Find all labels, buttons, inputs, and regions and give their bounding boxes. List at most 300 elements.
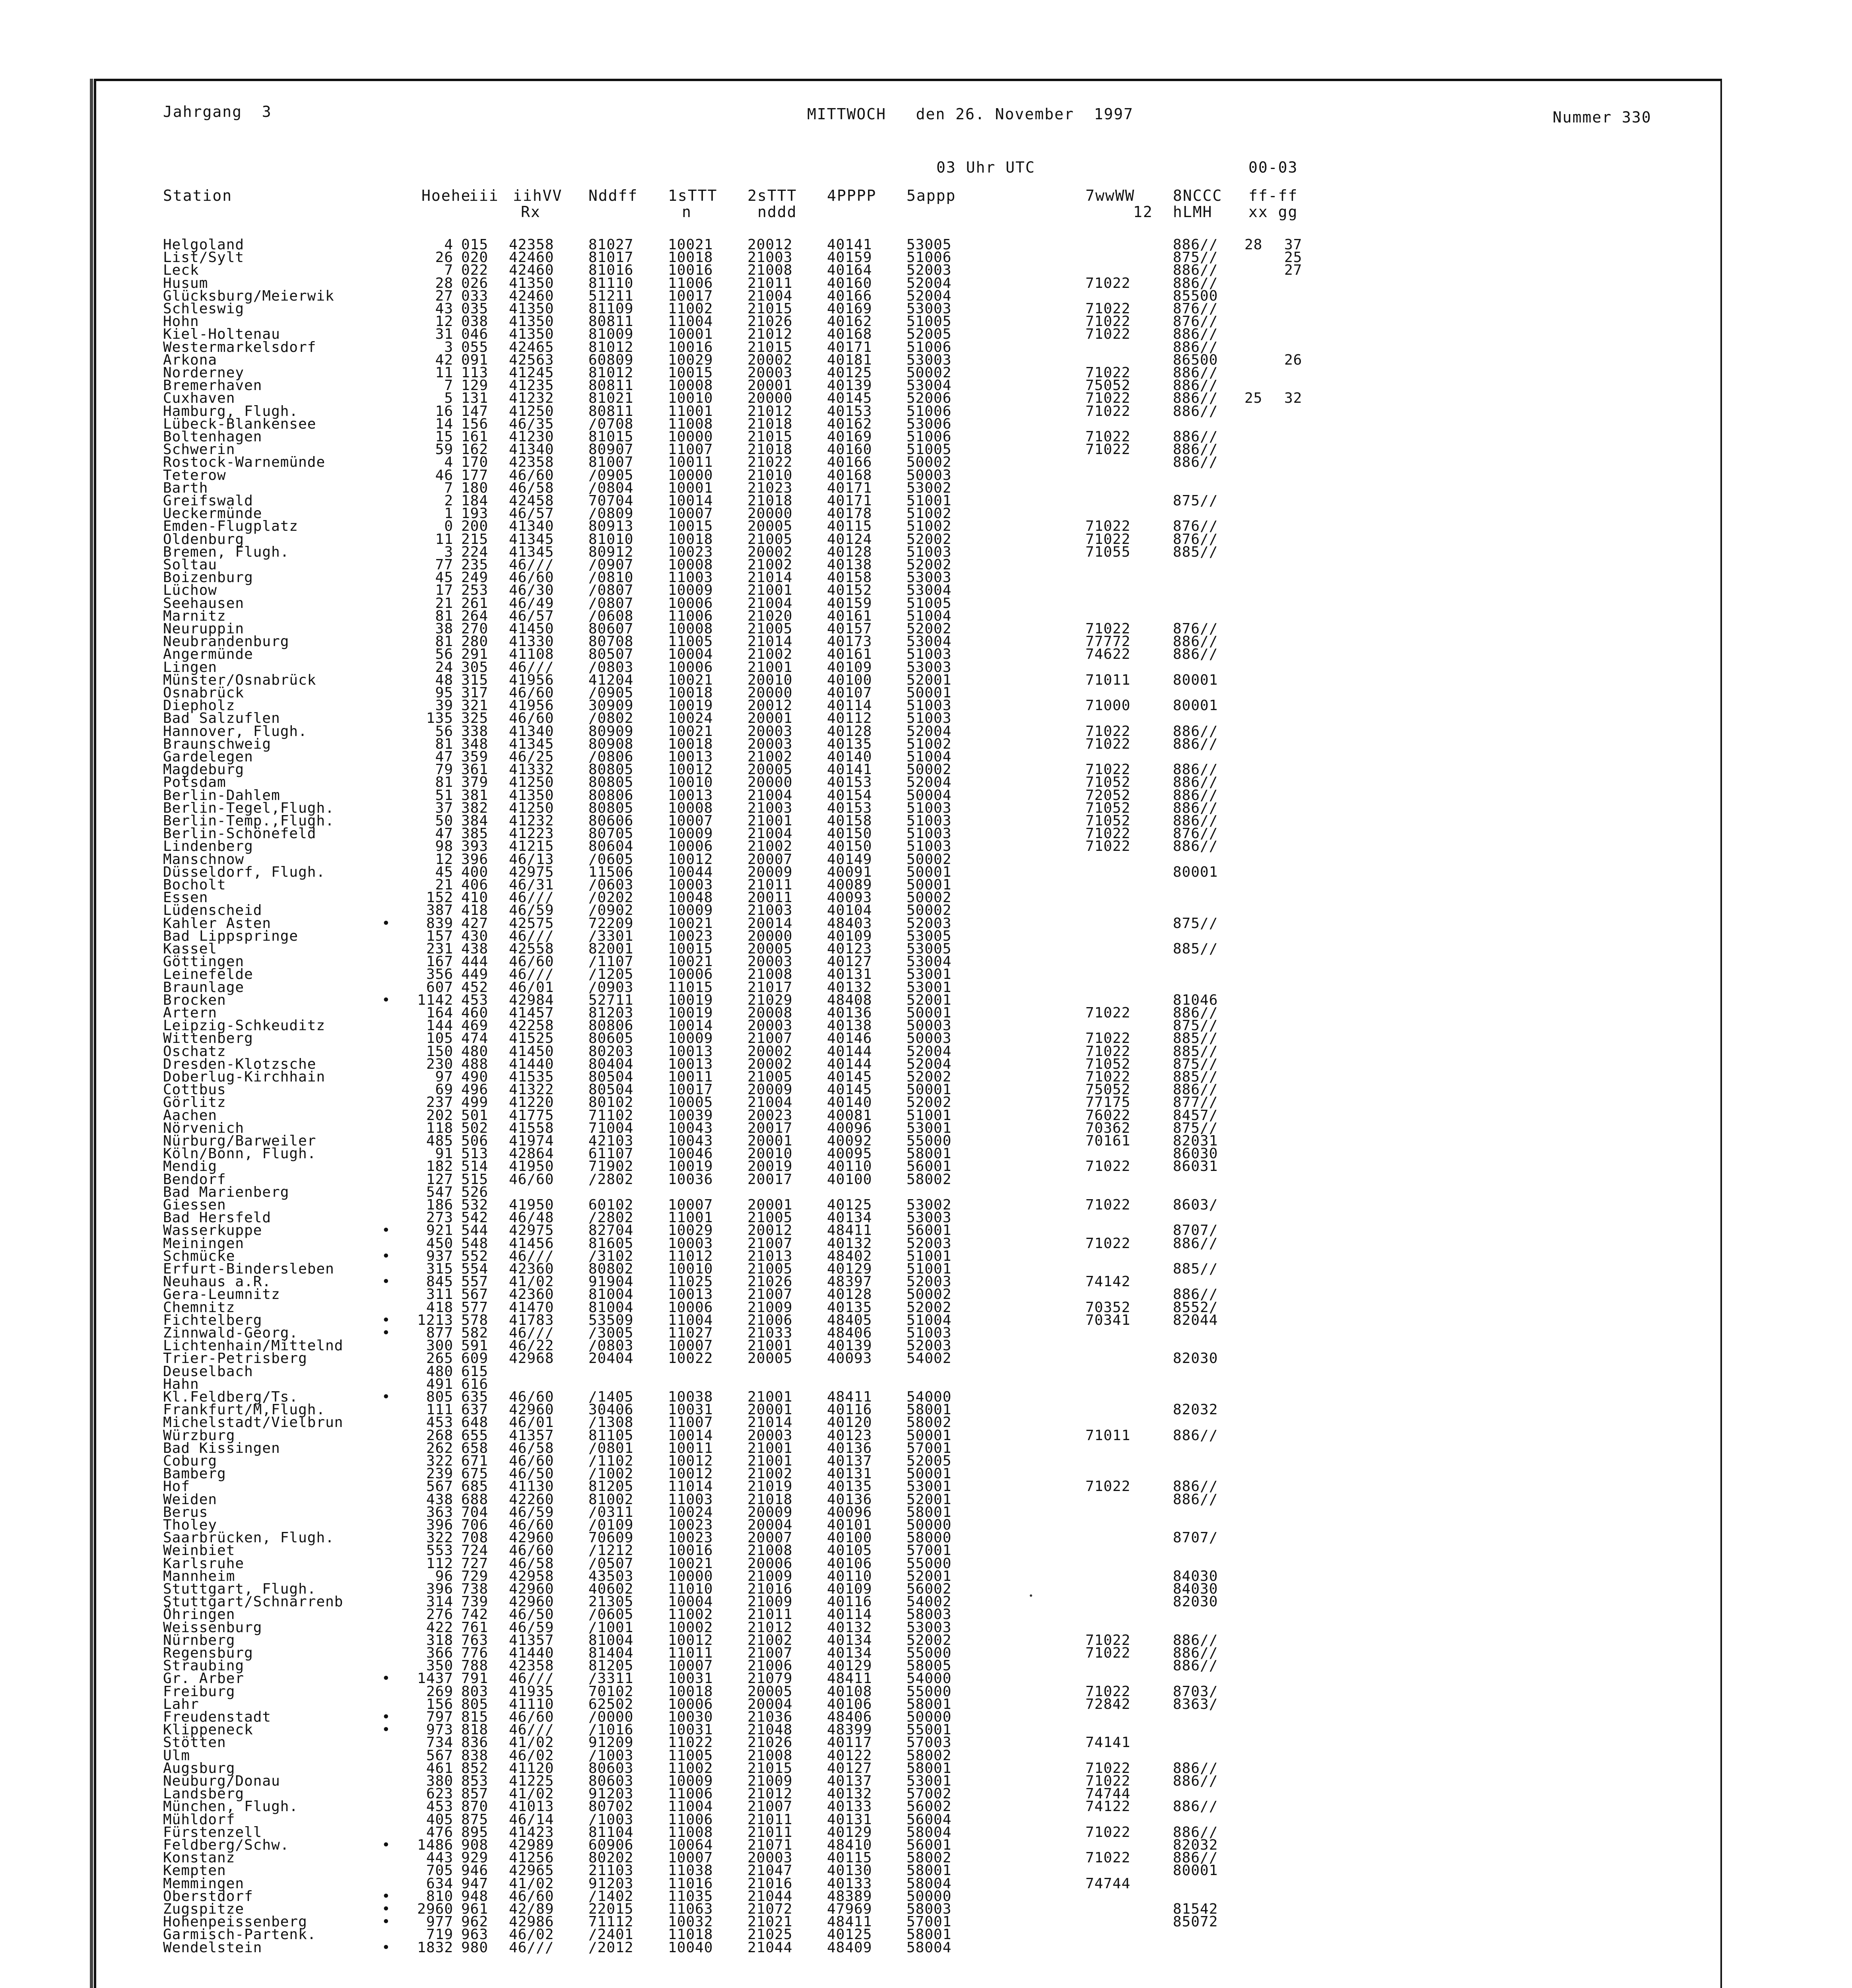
station-name: Görlitz <box>163 1094 226 1111</box>
pppp-cell: 40171 <box>827 493 872 509</box>
nccc-cell: 886// <box>1173 441 1218 458</box>
sttt1-cell: 10048 <box>668 889 713 906</box>
sttt2-cell: 21022 <box>747 454 793 471</box>
nccc-cell: 886// <box>1173 365 1218 381</box>
iihvv-cell: 46/58 <box>509 1555 554 1572</box>
iii-cell: 384 <box>461 813 489 829</box>
station-name: Saarbrücken, Flugh. <box>163 1530 334 1546</box>
appp-cell: 54002 <box>907 1350 952 1367</box>
utc-time: 03 Uhr UTC <box>936 159 1035 176</box>
iii-cell: 724 <box>461 1542 489 1559</box>
sttt2-cell: 21004 <box>747 595 793 612</box>
hoehe-cell: 315 <box>426 1261 453 1277</box>
pppp-cell: 40109 <box>827 1581 872 1597</box>
mountain-station-marker: • <box>382 1325 391 1341</box>
station-name: Neuruppin <box>163 621 245 637</box>
nddff-cell: /0905 <box>588 467 634 483</box>
hoehe-cell: 81 <box>435 608 453 624</box>
hoehe-cell: 27 <box>435 287 453 304</box>
nddff-cell: 80702 <box>588 1798 634 1815</box>
iihvv-cell: 41956 <box>509 672 554 688</box>
iihvv-cell: 41950 <box>509 1158 554 1175</box>
iihvv-cell: 41215 <box>509 838 554 855</box>
sttt1-cell: 11004 <box>668 313 713 330</box>
sttt2-cell: 21009 <box>747 1594 793 1610</box>
iihvv-cell: 46/01 <box>509 979 554 996</box>
iii-cell: 460 <box>461 1005 489 1021</box>
wwww-cell: 72052 <box>1085 787 1131 804</box>
station-name: Wittenberg <box>163 1030 253 1047</box>
iihvv-cell: 41525 <box>509 1030 554 1047</box>
sttt1-cell: 10014 <box>668 1427 713 1444</box>
wwww-cell: 76022 <box>1085 1107 1131 1124</box>
nddff-cell: /1205 <box>588 966 634 983</box>
appp-cell: 51006 <box>907 249 952 266</box>
pppp-cell: 48399 <box>827 1722 872 1738</box>
appp-cell: 50001 <box>907 1081 952 1098</box>
nddff-cell: 60102 <box>588 1197 634 1213</box>
nddff-cell: 81004 <box>588 1299 634 1316</box>
sttt1-cell: 10021 <box>668 915 713 932</box>
iihvv-cell: 41956 <box>509 697 554 714</box>
iihvv-cell: 46/// <box>509 928 554 944</box>
sttt2-cell: 21001 <box>747 813 793 829</box>
hoehe-cell: 12 <box>435 313 453 330</box>
iihvv-cell: 46/49 <box>509 595 554 612</box>
appp-cell: 52002 <box>907 1069 952 1085</box>
station-name: Weissenburg <box>163 1619 262 1636</box>
pppp-cell: 48409 <box>827 1939 872 1956</box>
station-name: Meiningen <box>163 1235 245 1252</box>
sttt1-cell: 11035 <box>668 1888 713 1905</box>
appp-cell: 52004 <box>907 1056 952 1072</box>
station-name: Freudenstadt <box>163 1709 272 1725</box>
station-name: Westermarkelsdorf <box>163 339 316 355</box>
wwww-cell: 71022 <box>1085 1850 1131 1866</box>
sttt2-cell: 20003 <box>747 1427 793 1444</box>
sttt1-cell: 10004 <box>668 1594 713 1610</box>
appp-cell: 50002 <box>907 454 952 471</box>
sttt2-cell: 20007 <box>747 851 793 868</box>
station-name: Oschatz <box>163 1043 226 1060</box>
nddff-cell: 20404 <box>588 1350 634 1367</box>
appp-cell: 58004 <box>907 1824 952 1840</box>
iihvv-cell: 41357 <box>509 1427 554 1444</box>
appp-cell: 58003 <box>907 1901 952 1917</box>
wwww-cell: 74122 <box>1085 1798 1131 1815</box>
sttt1-cell: 10043 <box>668 1120 713 1136</box>
wwww-cell: 75052 <box>1085 1081 1131 1098</box>
nddff-cell: 81109 <box>588 301 634 317</box>
iii-cell: 815 <box>461 1709 489 1725</box>
sttt1-cell: 10010 <box>668 774 713 791</box>
iii-cell: 385 <box>461 825 489 842</box>
pppp-cell: 48389 <box>827 1888 872 1905</box>
appp-cell: 58002 <box>907 1747 952 1764</box>
iihvv-cell: 41440 <box>509 1056 554 1072</box>
nddff-cell: 80705 <box>588 825 634 842</box>
wwww-cell: 71022 <box>1085 1158 1131 1175</box>
iihvv-cell: 46/// <box>509 1670 554 1687</box>
iihvv-cell: 42975 <box>509 1222 554 1239</box>
sttt2-cell: 20003 <box>747 723 793 740</box>
hoehe-cell: 845 <box>426 1274 453 1290</box>
sttt2-cell: 20009 <box>747 1081 793 1098</box>
sttt2-cell: 21018 <box>747 441 793 458</box>
nddff-cell: 80806 <box>588 1017 634 1034</box>
pppp-cell: 40139 <box>827 1338 872 1354</box>
iihvv-cell: 42975 <box>509 864 554 880</box>
nddff-cell: 62502 <box>588 1696 634 1712</box>
sttt1-cell: 10017 <box>668 287 713 304</box>
station-name: Trier-Petrisberg <box>163 1350 307 1367</box>
nccc-cell: 80001 <box>1173 1862 1218 1879</box>
sttt2-cell: 21013 <box>747 1248 793 1264</box>
scan-speck <box>1030 1594 1032 1597</box>
station-name: Lüdenscheid <box>163 902 262 919</box>
station-name: Bad Hersfeld <box>163 1209 272 1226</box>
iihvv-cell: 46/31 <box>509 877 554 893</box>
mountain-station-marker: • <box>382 1670 391 1687</box>
nccc-cell: 86031 <box>1173 1158 1218 1175</box>
sttt1-cell: 10012 <box>668 761 713 778</box>
nccc-cell: 885// <box>1173 1030 1218 1047</box>
pppp-cell: 40105 <box>827 1542 872 1559</box>
ff-xx-cell: 28 <box>1244 237 1263 253</box>
appp-cell: 56001 <box>907 1158 952 1175</box>
sttt1-cell: 11015 <box>668 979 713 996</box>
pppp-cell: 40139 <box>827 377 872 394</box>
pppp-cell: 40096 <box>827 1504 872 1520</box>
pppp-cell: 40122 <box>827 1747 872 1764</box>
hoehe-cell: 230 <box>426 1056 453 1072</box>
nddff-cell: 71004 <box>588 1120 634 1136</box>
iihvv-cell: 42563 <box>509 351 554 368</box>
sttt2-cell: 20001 <box>747 710 793 727</box>
iii-cell: 895 <box>461 1824 489 1840</box>
mountain-station-marker: • <box>382 1389 391 1405</box>
sttt1-cell: 10006 <box>668 1299 713 1316</box>
hoehe-cell: 438 <box>426 1491 453 1508</box>
iihvv-cell: 42465 <box>509 339 554 355</box>
sttt2-cell: 21005 <box>747 621 793 637</box>
sttt2-cell: 21001 <box>747 1440 793 1456</box>
nddff-cell: 80908 <box>588 736 634 752</box>
nddff-cell: 81203 <box>588 1005 634 1021</box>
col-ffff: ff-ff <box>1248 187 1298 204</box>
appp-cell: 54000 <box>907 1670 952 1687</box>
station-name: Gr. Arber <box>163 1670 245 1687</box>
sttt1-cell: 10006 <box>668 1696 713 1712</box>
iihvv-cell: 41457 <box>509 1005 554 1021</box>
sttt1-cell: 10023 <box>668 1530 713 1546</box>
pppp-cell: 40124 <box>827 531 872 547</box>
sttt1-cell: 10021 <box>668 672 713 688</box>
nddff-cell: 81004 <box>588 1286 634 1303</box>
hoehe-cell: 977 <box>426 1914 453 1930</box>
nddff-cell: 80507 <box>588 646 634 663</box>
pppp-cell: 40132 <box>827 979 872 996</box>
sttt1-cell: 10006 <box>668 595 713 612</box>
sttt2-cell: 20001 <box>747 1133 793 1149</box>
iii-cell: 410 <box>461 889 489 906</box>
iii-cell: 567 <box>461 1286 489 1303</box>
hoehe-cell: 11 <box>435 365 453 381</box>
wwww-cell: 71022 <box>1085 1478 1131 1495</box>
appp-cell: 52005 <box>907 1453 952 1469</box>
hoehe-cell: 1437 <box>417 1670 453 1687</box>
wwww-cell: 74622 <box>1085 646 1131 663</box>
station-name: Braunschweig <box>163 736 272 752</box>
station-name: Nürnberg <box>163 1632 235 1648</box>
sttt2-cell: 21011 <box>747 275 793 291</box>
appp-cell: 51004 <box>907 608 952 624</box>
wwww-cell: 71052 <box>1085 1056 1131 1072</box>
pppp-cell: 40136 <box>827 1491 872 1508</box>
nccc-cell: 84030 <box>1173 1568 1218 1584</box>
station-name: Artern <box>163 1005 217 1021</box>
nddff-cell: /1002 <box>588 1466 634 1482</box>
appp-cell: 50001 <box>907 685 952 701</box>
pppp-cell: 48408 <box>827 992 872 1008</box>
nccc-cell: 82032 <box>1173 1837 1218 1853</box>
nddff-cell: 80603 <box>588 1773 634 1789</box>
wwww-cell: 71022 <box>1085 403 1131 419</box>
sttt1-cell: 10038 <box>668 1389 713 1405</box>
nddff-cell: 81021 <box>588 390 634 407</box>
sttt1-cell: 10003 <box>668 877 713 893</box>
station-name: Augsburg <box>163 1760 235 1776</box>
hoehe-cell: 262 <box>426 1440 453 1456</box>
nddff-cell: 71902 <box>588 1158 634 1175</box>
appp-cell: 57001 <box>907 1440 952 1456</box>
station-name: Mühldorf <box>163 1811 235 1828</box>
pppp-cell: 40158 <box>827 569 872 586</box>
mountain-station-marker: • <box>382 1901 391 1917</box>
pppp-cell: 40107 <box>827 685 872 701</box>
iihvv-cell: 41230 <box>509 429 554 445</box>
sttt2-cell: 21004 <box>747 825 793 842</box>
table-row <box>0 1941 1352 1954</box>
sttt1-cell: 11007 <box>668 1414 713 1431</box>
sttt1-cell: 11010 <box>668 1581 713 1597</box>
station-name: Michelstadt/Vielbrun <box>163 1414 344 1431</box>
pppp-cell: 40127 <box>827 1760 872 1776</box>
nccc-cell: 81046 <box>1173 992 1218 1008</box>
pppp-cell: 48411 <box>827 1389 872 1405</box>
iihvv-cell: 41340 <box>509 723 554 740</box>
hoehe-cell: 98 <box>435 838 453 855</box>
pppp-cell: 40160 <box>827 441 872 458</box>
nddff-cell: 81012 <box>588 339 634 355</box>
sttt1-cell: 10018 <box>668 736 713 752</box>
iihvv-cell: 46/59 <box>509 902 554 919</box>
iii-cell: 348 <box>461 736 489 752</box>
nccc-cell: 886// <box>1173 275 1218 291</box>
station-name: Öhringen <box>163 1606 235 1623</box>
nddff-cell: 80802 <box>588 1261 634 1277</box>
hoehe-cell: 363 <box>426 1504 453 1520</box>
sttt1-cell: 10022 <box>668 1350 713 1367</box>
iii-cell: 685 <box>461 1478 489 1495</box>
sttt2-cell: 20005 <box>747 941 793 957</box>
nddff-cell: 41204 <box>588 672 634 688</box>
iii-cell: 055 <box>461 339 489 355</box>
pppp-cell: 40110 <box>827 1158 872 1175</box>
pppp-cell: 40109 <box>827 659 872 676</box>
iihvv-cell: 41535 <box>509 1069 554 1085</box>
station-name: Bamberg <box>163 1466 226 1482</box>
appp-cell: 52004 <box>907 1043 952 1060</box>
sttt2-cell: 21007 <box>747 1645 793 1661</box>
station-name: Rostock-Warnemünde <box>163 454 326 471</box>
hoehe-cell: 31 <box>435 326 453 343</box>
sttt1-cell: 10002 <box>668 1619 713 1636</box>
sttt1-cell: 10008 <box>668 557 713 573</box>
iihvv-cell: 46/// <box>509 966 554 983</box>
nccc-cell: 8707/ <box>1173 1222 1218 1239</box>
sttt2-cell: 21018 <box>747 1491 793 1508</box>
sttt1-cell: 10000 <box>668 1568 713 1584</box>
sttt1-cell: 10012 <box>668 1466 713 1482</box>
iihvv-cell: 41450 <box>509 1043 554 1060</box>
nddff-cell: /0202 <box>588 889 634 906</box>
hoehe-cell: 356 <box>426 966 453 983</box>
sttt1-cell: 10011 <box>668 1440 713 1456</box>
station-name: Lahr <box>163 1696 199 1712</box>
iii-cell: 852 <box>461 1760 489 1776</box>
pppp-cell: 40096 <box>827 1120 872 1136</box>
pppp-cell: 40100 <box>827 1171 872 1188</box>
hoehe-cell: 21 <box>435 877 453 893</box>
nccc-cell: 876// <box>1173 825 1218 842</box>
nccc-cell: 886// <box>1173 1850 1218 1866</box>
iihvv-cell: 41450 <box>509 621 554 637</box>
nddff-cell: 51211 <box>588 287 634 304</box>
nddff-cell: /3005 <box>588 1325 634 1341</box>
station-name: Leck <box>163 262 199 279</box>
pppp-cell: 40129 <box>827 1658 872 1674</box>
nccc-cell: 8552/ <box>1173 1299 1218 1316</box>
hoehe-cell: 96 <box>435 1568 453 1584</box>
station-name: Nürburg/Barweiler <box>163 1133 316 1149</box>
hoehe-cell: 45 <box>435 864 453 880</box>
hoehe-cell: 56 <box>435 723 453 740</box>
wwww-cell: 77175 <box>1085 1094 1131 1111</box>
nddff-cell: /0804 <box>588 480 634 496</box>
sttt2-cell: 21002 <box>747 557 793 573</box>
nccc-cell: 86030 <box>1173 1145 1218 1162</box>
sttt2-cell: 21008 <box>747 262 793 279</box>
nccc-cell: 877// <box>1173 1094 1218 1111</box>
iihvv-cell: 46/59 <box>509 1504 554 1520</box>
nccc-cell: 886// <box>1173 736 1218 752</box>
iii-cell: 591 <box>461 1338 489 1354</box>
iii-cell: 469 <box>461 1017 489 1034</box>
wwww-cell: 71022 <box>1085 1824 1131 1840</box>
iii-cell: 215 <box>461 531 489 547</box>
pppp-cell: 40134 <box>827 1209 872 1226</box>
nddff-cell: 91904 <box>588 1274 634 1290</box>
col-5appp: 5appp <box>907 187 956 204</box>
sttt1-cell: 10019 <box>668 992 713 1008</box>
wwww-cell: 71022 <box>1085 518 1131 535</box>
sttt2-cell: 21007 <box>747 1030 793 1047</box>
station-name: Freiburg <box>163 1683 235 1700</box>
wwww-cell: 71022 <box>1085 1030 1131 1047</box>
nccc-cell: 886// <box>1173 262 1218 279</box>
sttt2-cell: 21021 <box>747 1914 793 1930</box>
station-name: Schwerin <box>163 441 235 458</box>
iihvv-cell: 41350 <box>509 275 554 291</box>
nddff-cell: 81104 <box>588 1824 634 1840</box>
station-name: Greifswald <box>163 493 253 509</box>
mountain-station-marker: • <box>382 1222 391 1239</box>
appp-cell: 51005 <box>907 441 952 458</box>
sttt2-cell: 21014 <box>747 1414 793 1431</box>
nddff-cell: 80504 <box>588 1081 634 1098</box>
nccc-cell: 886// <box>1173 761 1218 778</box>
sttt2-cell: 21011 <box>747 1824 793 1840</box>
sttt1-cell: 11011 <box>668 1645 713 1661</box>
iii-cell: 961 <box>461 1901 489 1917</box>
iihvv-cell: 41974 <box>509 1133 554 1149</box>
pppp-cell: 40141 <box>827 761 872 778</box>
wwww-cell: 71022 <box>1085 1760 1131 1776</box>
issue-number: Nummer 330 <box>1553 109 1652 126</box>
station-name: Klippeneck <box>163 1722 253 1738</box>
wwww-cell: 71022 <box>1085 1235 1131 1252</box>
iii-cell: 438 <box>461 941 489 957</box>
iii-cell: 947 <box>461 1875 489 1892</box>
nccc-cell: 8457/ <box>1173 1107 1218 1124</box>
iii-cell: 761 <box>461 1619 489 1636</box>
sttt1-cell: 10012 <box>668 1632 713 1648</box>
nccc-cell: 886// <box>1173 813 1218 829</box>
sttt2-cell: 21002 <box>747 838 793 855</box>
appp-cell: 51002 <box>907 505 952 522</box>
iii-cell: 427 <box>461 915 489 932</box>
station-name: Zinnwald-Georg. <box>163 1325 299 1341</box>
iii-cell: 261 <box>461 595 489 612</box>
iihvv-cell: 46/13 <box>509 851 554 868</box>
hoehe-cell: 21 <box>435 595 453 612</box>
nccc-cell: 875// <box>1173 1120 1218 1136</box>
nddff-cell: 70704 <box>588 493 634 509</box>
sttt1-cell: 10010 <box>668 1261 713 1277</box>
nddff-cell: /0605 <box>588 1606 634 1623</box>
sttt2-cell: 20017 <box>747 1171 793 1188</box>
mountain-station-marker: • <box>382 1709 391 1725</box>
pppp-cell: 40095 <box>827 1145 872 1162</box>
nddff-cell: 80805 <box>588 774 634 791</box>
appp-cell: 53001 <box>907 979 952 996</box>
sttt1-cell: 10036 <box>668 1171 713 1188</box>
mountain-station-marker: • <box>382 1248 391 1264</box>
station-name: Mendig <box>163 1158 217 1175</box>
nddff-cell: /0507 <box>588 1555 634 1572</box>
appp-cell: 51002 <box>907 736 952 752</box>
pppp-cell: 40135 <box>827 1299 872 1316</box>
appp-cell: 56004 <box>907 1811 952 1828</box>
appp-cell: 52005 <box>907 326 952 343</box>
sttt1-cell: 11006 <box>668 275 713 291</box>
sttt2-cell: 21007 <box>747 1798 793 1815</box>
sttt2-cell: 20000 <box>747 390 793 407</box>
pppp-cell: 40092 <box>827 1133 872 1149</box>
appp-cell: 52006 <box>907 390 952 407</box>
appp-cell: 53004 <box>907 582 952 599</box>
